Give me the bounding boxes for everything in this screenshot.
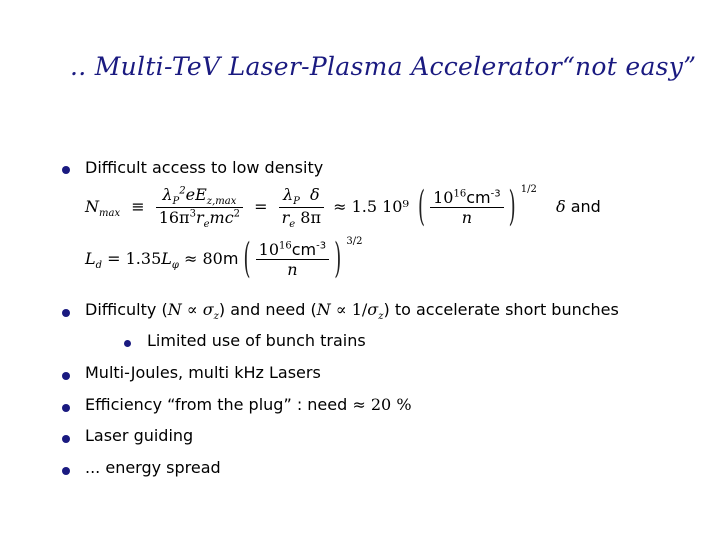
delta-and: δ and	[555, 197, 601, 217]
bullet-efficiency	[85, 395, 412, 414]
bullet-energy-spread: ... energy spread	[85, 458, 221, 477]
exponent-three-half: 3/2	[346, 235, 363, 247]
slide-title: .. Multi-TeV Laser-Plasma Accelerator“not easy”	[70, 52, 697, 81]
nmax-lhs: $N_{max}$	[85, 197, 121, 220]
bullet-dot	[62, 435, 70, 443]
efficiency-text: Efficiency “from the plug” : need	[85, 395, 348, 414]
bullet-difficulty: Difficulty $(N \propto \sigma_z)$ and need $(N \propto 1/\sigma_z)$ to accelerate short bunches	[85, 300, 619, 323]
left-paren: (	[243, 235, 251, 284]
bullet-dot	[62, 166, 70, 174]
fraction-1: $\frac{\lambda_P^2eE_{z,max}}{16\pi^3r_emc^2}$	[156, 185, 243, 230]
bullet-lasers: Multi-Joules, multi kHz Lasers	[85, 363, 321, 382]
right-paren: )	[334, 235, 342, 284]
left-paren: (	[417, 183, 426, 232]
approx-value: ≈ 1.5 10⁹	[333, 197, 409, 217]
density-fraction-2: $\frac{10^{16}cm^{-3}}{n}$	[256, 240, 329, 279]
sub-bullet-dot	[124, 340, 131, 347]
bullet-dot	[62, 372, 70, 380]
equals-sign: =	[254, 197, 268, 217]
bullet-dot	[62, 404, 70, 412]
bullet-dot	[62, 467, 70, 475]
bullet-dot	[62, 309, 70, 317]
difficulty-suffix: to accelerate short bunches	[394, 300, 619, 319]
exponent-half: 1/2	[520, 183, 537, 195]
right-paren: )	[508, 183, 516, 232]
density-fraction: $\frac{10^{16}cm^{-3}}{n}$	[430, 188, 503, 227]
bullet-difficult-access: Difficult access to low density	[85, 158, 324, 177]
efficiency-value: ≈ 20 %	[352, 395, 412, 414]
bullet-bunch-trains: Limited use of bunch trains	[147, 331, 366, 350]
bullet-laser-guiding: Laser guiding	[85, 426, 194, 445]
fraction-2: $\frac{\lambda_P \delta}{r_e 8\pi}$	[279, 185, 324, 230]
ld-equation: $L_d = 1.35L_\varphi \approx 80m$ ( $\frac{10^{16}cm^{-3}}{n}$ ) $^{3/2}$	[85, 235, 363, 284]
equals-sign: ≡	[131, 197, 145, 217]
nmax-equation	[85, 185, 601, 230]
